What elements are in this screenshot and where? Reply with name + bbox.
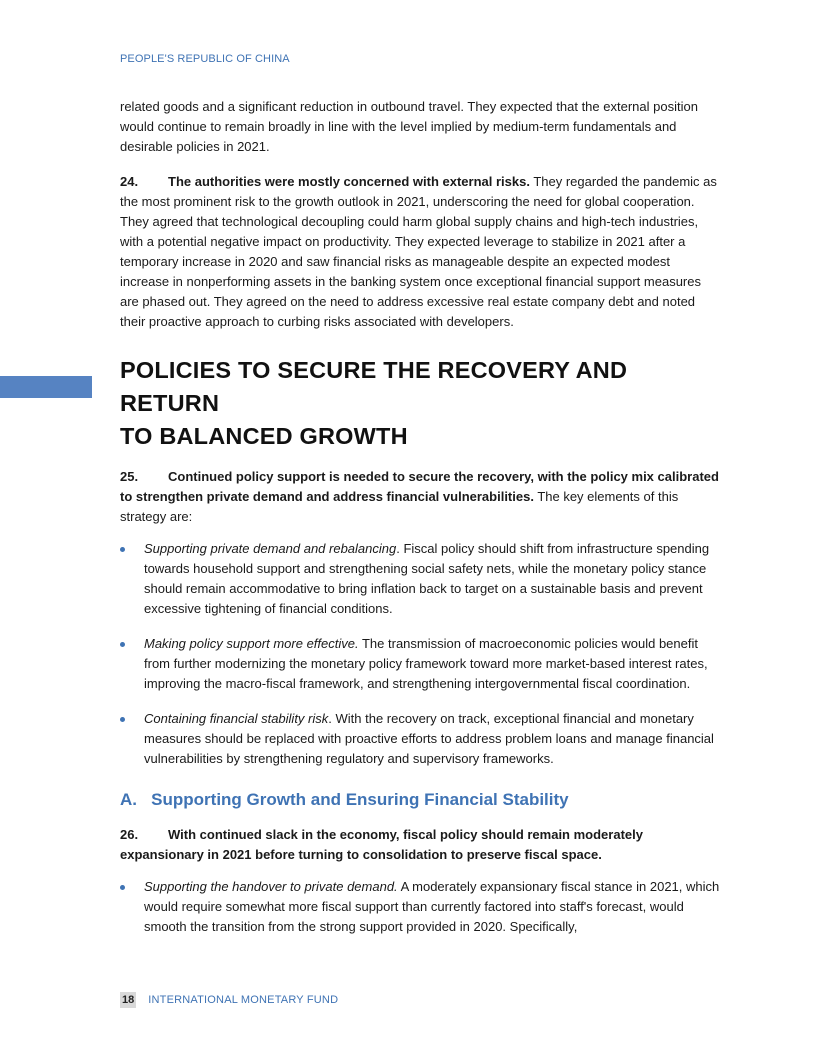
list-item (120, 539, 720, 619)
bullet-lead: Supporting private demand and rebalancing (144, 541, 397, 556)
paragraph-26 (120, 825, 720, 865)
paragraph-number: 24. (120, 174, 139, 189)
section-title (120, 354, 720, 453)
bullet-text: A moderately expansionary fiscal stance in 2021, which would require somewhat more fiscal support than currently factored into staff's forecast, would smooth the transition from the strong support provided in 2020. Specifically, (144, 879, 720, 934)
bullet-list-26 (120, 877, 720, 937)
bullet-icon (120, 547, 125, 552)
bullet-icon (120, 642, 125, 647)
paragraph-text: They regarded the pandemic as the most prominent risk to the growth outlook in 2021, underscoring the need for global cooperation. They agreed that technological decoupling could harm global supply chains and high-tech industries, with a potential negative impact on productivity. They expected leverage to stabilize in 2021 after a temporary increase in 2020 and saw financial risks as manageable despite an expected modest increase in nonperforming assets in the banking system once exceptional financial support measures are phased out. They agreed on the need to address excessive real estate company debt and noted their proactive approach to curbing risks associated with developers. (120, 174, 717, 329)
bullet-text: . With the recovery on track, exceptional financial and monetary measures should be replaced with proactive efforts to address problem loans and manage financial vulnerabilities by strengthening regulatory and supervisory frameworks. (144, 711, 714, 766)
bullet-lead: Containing financial stability risk (144, 711, 329, 726)
section-marker-bar (0, 376, 92, 398)
section-title-line-2: TO BALANCED GROWTH (120, 423, 408, 449)
paragraph-number: 25. (120, 469, 139, 484)
paragraph-25 (120, 467, 720, 527)
paragraph-lead: The authorities were mostly concerned with external risks. (168, 174, 530, 189)
bullet-lead: Supporting the handover to private demand. (144, 879, 398, 894)
section-title-line-1: POLICIES TO SECURE THE RECOVERY AND RETURN (120, 357, 628, 416)
page-number: 18 (122, 994, 135, 1006)
bullet-icon (120, 885, 125, 890)
page-footer (120, 992, 338, 1008)
page-content (120, 97, 720, 937)
list-item (120, 877, 720, 937)
bullet-text: . Fiscal policy should shift from infrastructure spending towards household support and strengthening social safety nets, while the monetary policy stance should remain accommodative to bring inflation back to target on a sustainable basis and prevent excessive tightening of financial conditions. (144, 541, 710, 616)
bullet-list-25 (120, 539, 720, 769)
footer-label: INTERNATIONAL MONETARY FUND (148, 994, 339, 1006)
bullet-icon (120, 717, 125, 722)
bullet-lead: Making policy support more effective. (144, 636, 359, 651)
subsection-title: A. Supporting Growth and Ensuring Financial Stability (120, 790, 569, 809)
bullet-text: The transmission of macroeconomic policies would benefit from further modernizing the monetary policy framework toward more market-based interest rates, improving the macro-fiscal framework, and strengthening intergovernmental fiscal coordination. (144, 636, 708, 691)
paragraph-text: The key elements of this strategy are: (120, 489, 679, 524)
list-item (120, 709, 720, 769)
continuation-paragraph: related goods and a significant reduction in outbound travel. They expected that the external position would continue to remain broadly in line with the level implied by medium-term fundamentals and desirable policies in 2021. (120, 99, 698, 154)
paragraph-number: 26. (120, 827, 139, 842)
paragraph-24 (120, 172, 720, 332)
paragraph-lead: With continued slack in the economy, fiscal policy should remain moderately expansionary in 2021 before turning to consolidation to preserve fiscal space. (120, 827, 643, 862)
list-item (120, 634, 720, 694)
running-header: PEOPLE'S REPUBLIC OF CHINA (120, 53, 290, 65)
paragraph-lead: Continued policy support is needed to secure the recovery, with the policy mix calibrated to strengthen private demand and address financial vulnerabilities. (120, 469, 719, 504)
